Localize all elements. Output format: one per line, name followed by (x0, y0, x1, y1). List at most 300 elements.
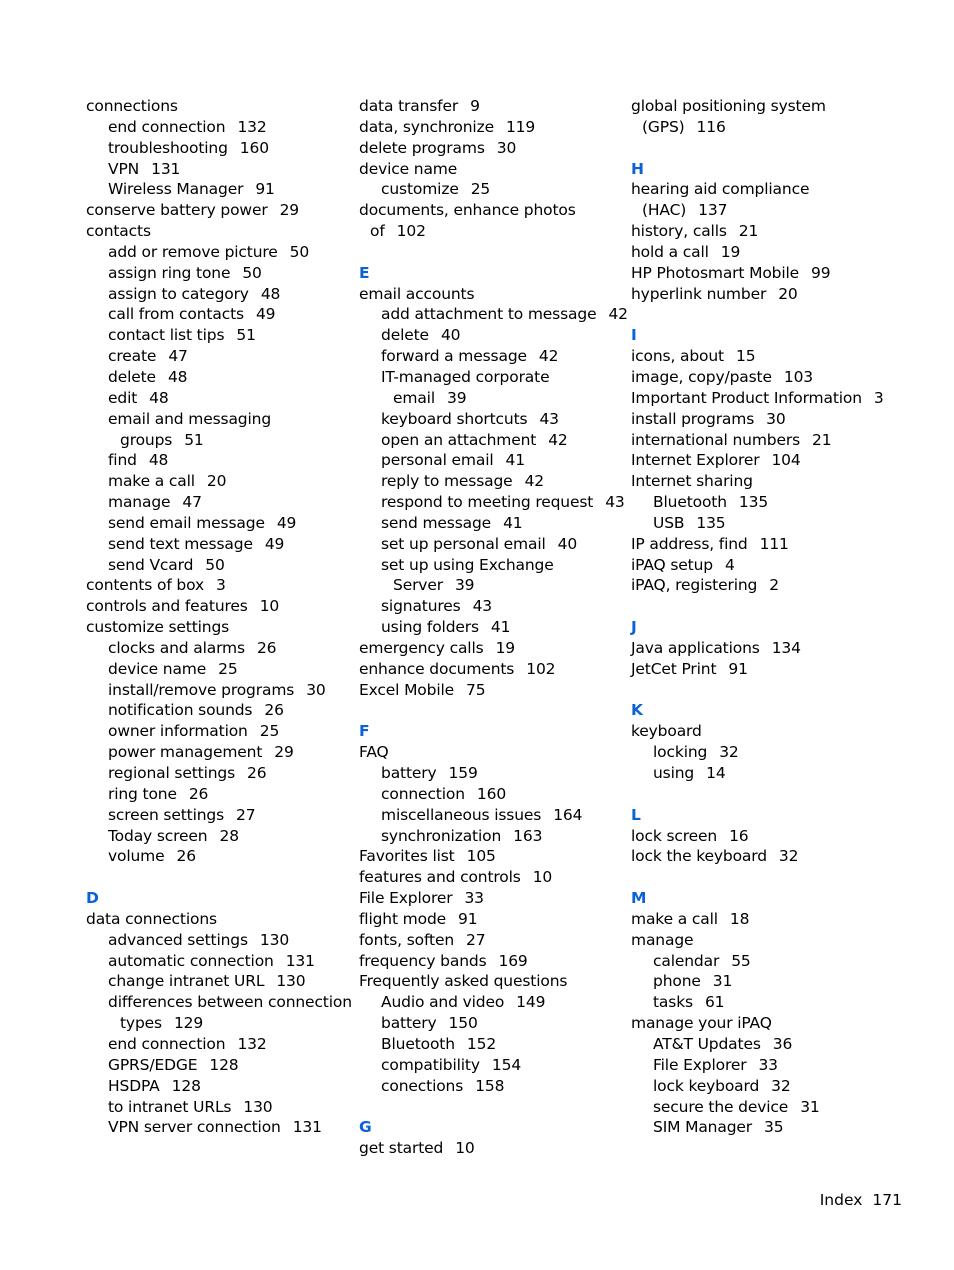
index-page-ref: 25 (470, 180, 491, 199)
section-letter: J (631, 618, 637, 637)
index-term: iPAQ, registering (631, 576, 758, 595)
index-page-ref: 26 (264, 701, 284, 720)
index-entry (631, 1076, 893, 1097)
index-entry (359, 596, 621, 617)
index-entry (86, 367, 348, 388)
index-entry (631, 284, 893, 305)
index-term: respond to meeting request (381, 493, 594, 512)
index-page-ref: 131 (285, 951, 315, 970)
section-letter: H (631, 159, 644, 178)
index-entry (86, 159, 348, 180)
index-entry (86, 555, 348, 576)
index-entry (631, 1097, 893, 1118)
index-page-ref: 135 (696, 513, 726, 532)
section-letter: D (86, 889, 99, 908)
index-entry (86, 659, 348, 680)
index-entry (86, 638, 348, 659)
index-entry (631, 409, 893, 430)
index-entry (631, 638, 893, 659)
index-term: personal email (381, 451, 494, 470)
index-term: get started (359, 1139, 444, 1158)
index-entry (86, 325, 348, 346)
index-term: end connection (108, 1034, 226, 1053)
index-term: find (108, 451, 137, 470)
index-page-ref: 169 (498, 951, 528, 970)
index-term: delete programs (359, 138, 485, 157)
index-term: screen settings (108, 805, 225, 824)
index-term: battery (381, 1014, 437, 1033)
index-entry (359, 555, 621, 576)
index-page-ref: 48 (149, 388, 169, 407)
index-page-ref: 29 (279, 201, 299, 220)
index-entry (86, 388, 348, 409)
index-page-ref: 130 (243, 1097, 273, 1116)
index-page-ref: 91 (255, 180, 275, 199)
index-entry (631, 179, 893, 200)
index-page-ref: 49 (255, 305, 276, 324)
index-term: data connections (86, 909, 217, 928)
index-entry (359, 971, 621, 992)
index-entry (631, 200, 893, 221)
index-term: contact list tips (108, 326, 225, 345)
index-entry (86, 700, 348, 721)
index-page-ref: 36 (772, 1034, 793, 1053)
index-entry (86, 784, 348, 805)
index-entry (86, 846, 348, 867)
page-number: 171 (872, 1191, 902, 1209)
index-term: manage your iPAQ (631, 1014, 772, 1033)
index-term: automatic connection (108, 951, 274, 970)
index-page-ref: 160 (239, 138, 269, 157)
index-page-ref: 91 (728, 659, 748, 678)
index-term: lock the keyboard (631, 847, 767, 866)
index-term: hearing aid compliance (631, 180, 810, 199)
index-term: open an attachment (381, 430, 537, 449)
index-entry (359, 1138, 621, 1159)
index-page-ref: 48 (260, 284, 281, 303)
index-entry (86, 721, 348, 742)
index-page-ref: 41 (490, 618, 511, 637)
index-entry (86, 951, 348, 972)
index-page-ref: 26 (247, 764, 267, 782)
index-page-ref: 154 (491, 1055, 522, 1074)
index-entry (86, 1076, 348, 1097)
section-letter: M (631, 889, 647, 908)
index-term: lock keyboard (653, 1076, 760, 1095)
index-term: regional settings (108, 764, 236, 782)
index-term: Favorites list (359, 847, 455, 866)
index-term: Wireless Manager (108, 180, 244, 199)
index-term: Frequently asked questions (359, 972, 568, 991)
index-term: fonts, soften (359, 930, 455, 949)
index-term: power management (108, 743, 263, 762)
index-page-ref: 20 (778, 284, 798, 303)
index-page-ref: 25 (259, 722, 280, 741)
index-term: of (370, 222, 385, 241)
index-page-ref: 29 (274, 743, 294, 762)
index-entry (631, 450, 893, 471)
index-term: edit (108, 388, 138, 407)
index-entry (631, 909, 893, 930)
index-term: history, calls (631, 222, 727, 241)
index-term: SIM Manager (653, 1118, 753, 1137)
index-entry (86, 492, 348, 513)
index-term: change intranet URL (108, 972, 265, 991)
index-term: global positioning system (631, 97, 826, 115)
index-term: data, synchronize (359, 117, 494, 136)
index-term: call from contacts (108, 305, 244, 324)
index-term: Today screen (108, 826, 208, 845)
index-term: tasks (653, 993, 693, 1012)
index-entry (631, 742, 893, 763)
index-entry (359, 367, 621, 388)
index-entry (359, 179, 621, 200)
index-entry (86, 96, 348, 117)
index-term: types (120, 1014, 162, 1033)
index-term: connection (381, 784, 465, 803)
index-term: delete (108, 367, 156, 386)
index-term: contacts (86, 222, 151, 241)
index-page-ref: 42 (524, 472, 544, 491)
index-page-ref: 27 (236, 805, 256, 824)
index-entry (86, 409, 348, 430)
index-term: hyperlink number (631, 284, 767, 303)
index-entry (359, 284, 621, 305)
index-entry (86, 1034, 348, 1055)
index-page-ref: 135 (738, 493, 769, 512)
index-page-ref: 10 (532, 868, 553, 887)
index-page-ref: 42 (608, 305, 628, 324)
index-term: Bluetooth (381, 1034, 455, 1053)
index-term: forward a message (381, 347, 527, 366)
index-term: device name (108, 659, 207, 678)
index-term: contents of box (86, 576, 204, 595)
index-entry (359, 763, 621, 784)
index-term: assign to category (108, 284, 249, 303)
index-entry (359, 617, 621, 638)
index-page-ref: 51 (236, 326, 256, 345)
index-entry (631, 763, 893, 784)
index-column-1 (86, 96, 352, 1138)
index-term: manage (108, 493, 171, 512)
index-page-ref: 4 (724, 555, 735, 574)
index-page-ref: 61 (704, 993, 725, 1012)
index-term: clocks and alarms (108, 638, 245, 657)
index-entry (86, 930, 348, 951)
index-entry (86, 617, 348, 638)
index-term: Bluetooth (653, 493, 727, 512)
index-page-ref: 31 (800, 1097, 820, 1116)
index-term: add or remove picture (108, 242, 278, 261)
index-term: keyboard shortcuts (381, 409, 528, 428)
index-entry (86, 179, 348, 200)
index-page-ref: 10 (455, 1139, 475, 1158)
index-entry (359, 1055, 621, 1076)
index-page-ref: 132 (237, 117, 267, 136)
section-letter: G (359, 1118, 372, 1137)
index-page-ref: 15 (736, 347, 756, 366)
index-term: HSDPA (108, 1076, 160, 1095)
index-entry (86, 138, 348, 159)
index-page-ref: 102 (526, 659, 556, 678)
index-page-ref: 20 (206, 472, 227, 491)
index-term: flight mode (359, 909, 447, 928)
index-term: GPRS/EDGE (108, 1055, 198, 1074)
index-term: customize settings (86, 618, 230, 637)
index-term: IT-managed corporate (381, 367, 550, 386)
index-page-ref: 130 (259, 930, 290, 949)
index-page-ref: 131 (292, 1118, 322, 1137)
index-term: phone (653, 972, 701, 991)
index-entry (359, 992, 621, 1013)
index-entry (631, 951, 893, 972)
index-entry (631, 846, 893, 867)
index-term: enhance documents (359, 659, 515, 678)
index-term: image, copy/paste (631, 367, 772, 386)
index-entry (86, 221, 348, 242)
index-term: icons, about (631, 347, 724, 366)
index-page-ref: 25 (218, 659, 238, 678)
index-entry (86, 200, 348, 221)
index-page-ref: 49 (264, 534, 285, 553)
index-term: send email message (108, 513, 265, 532)
index-entry (86, 284, 348, 305)
index-entry (359, 346, 621, 367)
index-entry (631, 1055, 893, 1076)
index-entry (359, 1034, 621, 1055)
index-term: USB (653, 513, 685, 532)
index-page-ref: 16 (729, 826, 749, 845)
index-term: Internet sharing (631, 472, 753, 491)
index-entry (86, 346, 348, 367)
index-term: conserve battery power (86, 201, 268, 220)
index-page-ref: 18 (729, 909, 750, 928)
index-entry (359, 430, 621, 451)
index-term: email accounts (359, 284, 475, 303)
index-page-ref: 43 (539, 409, 559, 428)
index-entry (359, 138, 621, 159)
index-page-ref: 40 (557, 534, 578, 553)
index-term: advanced settings (108, 930, 248, 949)
index-page-ref: 91 (458, 909, 478, 928)
index-page-ref: 26 (188, 784, 209, 803)
index-page-ref: 47 (182, 493, 202, 512)
section-letter: K (631, 701, 644, 720)
index-page-ref: 130 (276, 972, 306, 991)
index-term: Excel Mobile (359, 680, 455, 699)
index-page-ref: 149 (516, 993, 546, 1012)
index-entry (359, 325, 621, 346)
index-page-ref: 43 (472, 597, 493, 616)
page-footer (820, 1190, 902, 1210)
index-page-ref: 14 (706, 764, 726, 782)
index-entry (631, 96, 893, 117)
index-entry (631, 826, 893, 847)
index-term: documents, enhance photos (359, 201, 576, 220)
index-term: File Explorer (359, 889, 453, 908)
index-term: frequency bands (359, 951, 487, 970)
index-page-ref: 128 (209, 1055, 239, 1074)
index-entry (359, 221, 621, 242)
index-entry (631, 659, 893, 680)
index-entry (359, 951, 621, 972)
index-page-ref: 132 (237, 1034, 267, 1053)
index-page-ref: 129 (173, 1014, 204, 1033)
index-entry (631, 971, 893, 992)
index-entry (359, 96, 621, 117)
index-term: volume (108, 847, 165, 866)
index-entry (359, 638, 621, 659)
section-letter: E (359, 263, 370, 282)
index-term: Server (393, 576, 443, 595)
index-entry (359, 200, 621, 221)
index-entry (631, 367, 893, 388)
index-entry (86, 1055, 348, 1076)
index-term: keyboard (631, 722, 702, 741)
index-term: conections (381, 1076, 464, 1095)
index-entry (631, 471, 893, 492)
index-term: Audio and video (381, 993, 505, 1012)
index-entry (86, 1013, 348, 1034)
index-entry (86, 805, 348, 826)
index-entry (86, 450, 348, 471)
index-term: Java applications (631, 638, 760, 657)
index-entry (359, 304, 628, 325)
index-column-2 (359, 96, 628, 1159)
index-term: locking (653, 743, 708, 762)
index-term: manage (631, 930, 694, 949)
index-page-ref: 32 (778, 847, 799, 866)
index-page-ref: 119 (505, 117, 536, 136)
index-term: troubleshooting (108, 138, 228, 157)
index-entry (86, 471, 348, 492)
index-page-ref: 33 (464, 889, 484, 908)
index-entry (631, 1034, 893, 1055)
index-page-ref: 50 (289, 242, 310, 261)
index-term: (HAC) (642, 201, 687, 220)
index-entry (86, 575, 348, 596)
index-entry (359, 1076, 621, 1097)
index-entry (631, 930, 893, 951)
index-term: controls and features (86, 597, 248, 616)
index-term: hold a call (631, 242, 709, 261)
index-entry (359, 805, 621, 826)
index-page-ref: 158 (475, 1076, 505, 1095)
index-entry (86, 971, 348, 992)
index-entry (86, 263, 348, 284)
index-page-ref: 102 (396, 222, 426, 241)
index-page-ref: 30 (766, 409, 786, 428)
index-entry (631, 1013, 893, 1034)
index-page-ref: 39 (454, 576, 475, 595)
index-entry (86, 763, 348, 784)
index-entry (86, 596, 348, 617)
index-entry (86, 992, 352, 1013)
index-page-ref: 35 (764, 1118, 784, 1137)
index-entry (359, 159, 621, 180)
index-page-ref: 42 (538, 347, 559, 366)
index-term: signatures (381, 597, 461, 616)
index-term: customize (381, 180, 459, 199)
index-term: create (108, 347, 157, 366)
index-term: send text message (108, 534, 253, 553)
index-term: using (653, 764, 695, 782)
index-entry (359, 513, 621, 534)
index-term: Internet Explorer (631, 451, 760, 470)
index-page-ref: 26 (256, 638, 277, 657)
index-page-ref: 39 (447, 388, 467, 407)
index-page-ref: 50 (205, 555, 225, 574)
index-entry (631, 492, 893, 513)
index-entry (631, 513, 893, 534)
index-term: synchronization (381, 826, 502, 845)
index-entry (86, 117, 348, 138)
index-entry (631, 534, 893, 555)
index-page-ref: 21 (812, 430, 832, 449)
index-page-ref: 103 (783, 367, 813, 386)
index-term: calendar (653, 951, 720, 970)
index-entry (359, 867, 621, 888)
index-entry (359, 784, 621, 805)
index-page-ref: 48 (148, 451, 169, 470)
index-entry (86, 680, 348, 701)
index-entry (359, 680, 621, 701)
index-entry (359, 909, 621, 930)
index-page-ref: 55 (731, 951, 751, 970)
index-entry (359, 846, 621, 867)
index-page-ref: 104 (771, 451, 801, 470)
index-term: VPN server connection (108, 1118, 281, 1137)
index-entry (631, 430, 893, 451)
index-entry (86, 1117, 348, 1138)
index-term: secure the device (653, 1097, 789, 1116)
index-term: VPN (108, 159, 140, 178)
index-term: make a call (108, 472, 195, 491)
index-term: assign ring tone (108, 263, 231, 282)
index-page-ref: 134 (771, 638, 801, 657)
index-entry (86, 430, 348, 451)
index-term: to intranet URLs (108, 1097, 232, 1116)
index-term: reply to message (381, 472, 513, 491)
index-term: FAQ (359, 743, 389, 762)
index-entry (359, 450, 621, 471)
index-entry (359, 471, 621, 492)
index-term: set up personal email (381, 534, 546, 553)
section-letter: L (631, 805, 641, 824)
index-page-ref: 75 (466, 680, 486, 699)
index-entry (631, 575, 893, 596)
index-term: Important Product Information (631, 388, 862, 407)
index-entry (86, 534, 348, 555)
index-term: using folders (381, 618, 479, 637)
index-page-ref: 41 (505, 451, 525, 470)
index-entry (86, 242, 348, 263)
index-page-ref: 150 (448, 1014, 478, 1033)
section-letter: I (631, 326, 637, 345)
index-entry (86, 826, 348, 847)
index-term: features and controls (359, 868, 521, 887)
index-term: notification sounds (108, 701, 253, 720)
index-page-ref: 41 (503, 513, 523, 532)
index-page-ref: 51 (184, 430, 204, 449)
index-entry (359, 534, 621, 555)
index-page-ref: 31 (712, 972, 733, 991)
index-page-ref: 43 (605, 493, 625, 512)
index-page-ref: 105 (466, 847, 496, 866)
index-term: battery (381, 764, 437, 782)
index-entry (86, 909, 348, 930)
index-page-ref: 131 (151, 159, 181, 178)
